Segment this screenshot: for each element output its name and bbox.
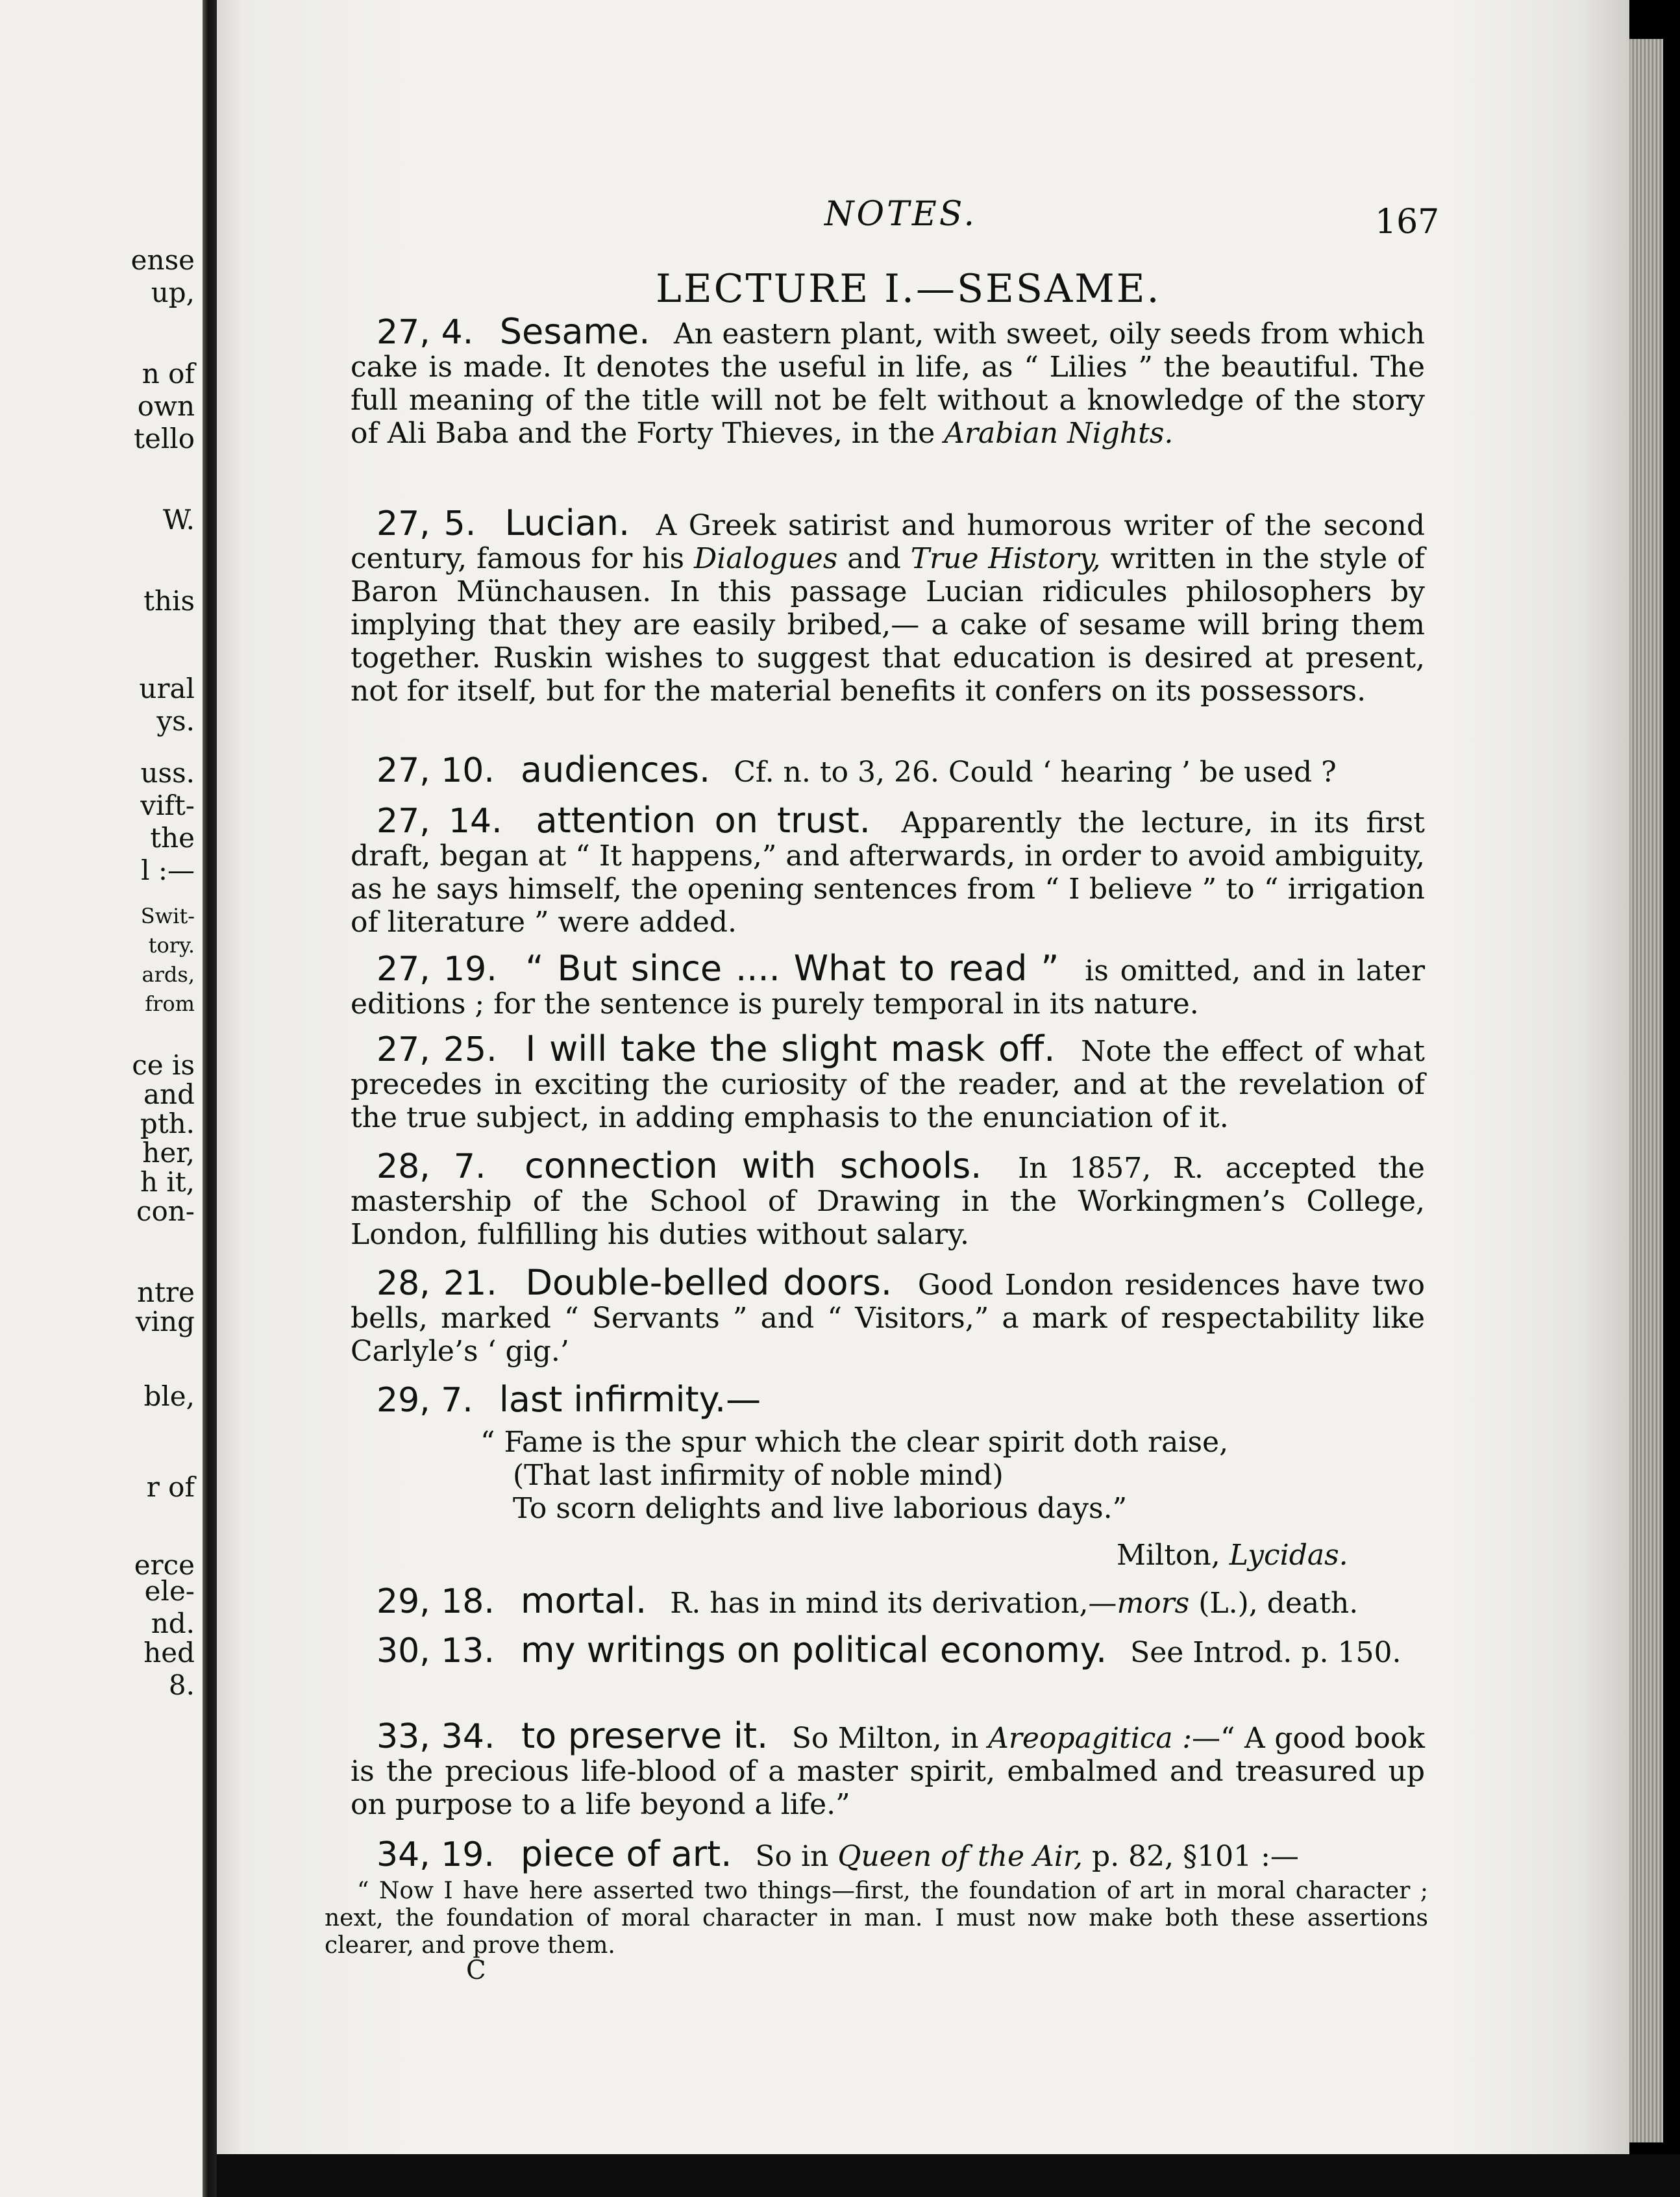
signature-mark: C bbox=[466, 1955, 486, 1985]
note-ref: 30, 13. bbox=[377, 1632, 495, 1670]
note-entry bbox=[351, 948, 1425, 1021]
facing-page-fragment: erce bbox=[134, 1549, 195, 1581]
note-body: So Milton, in bbox=[791, 1722, 989, 1755]
note-body: An eastern plant, with sweet, oily seeds from which cake is made. It denotes the useful in life, as “ Lilies ” the beautiful. The full meaning of the title will not be felt without a knowledge of the story of Ali Baba and the Forty Thieves, in the bbox=[351, 317, 1425, 450]
facing-page-fragment: pth. bbox=[140, 1108, 195, 1139]
note-ref: 27, 19. bbox=[377, 950, 497, 989]
note-body: R. has in mind its derivation,— bbox=[670, 1587, 1117, 1620]
facing-page-fragment: her, bbox=[142, 1137, 195, 1169]
facing-page-fragment: r of bbox=[146, 1471, 195, 1503]
note-ref: 27, 14. bbox=[377, 802, 502, 841]
note-body: Good London residences have two bells, marked “ Servants ” and “ Visitors,” a mark of respectability like Carlyle’s ‘ gig.’ bbox=[351, 1269, 1425, 1368]
note-ref: 27, 25. bbox=[377, 1030, 497, 1069]
facing-page-fragment: ble, bbox=[143, 1380, 195, 1412]
note-body: See Introd. p. 150. bbox=[1130, 1636, 1402, 1669]
note-body: Apparently the lecture, in its first draft, began at “ It happens,” and afterwards, in order to avoid ambiguity, as he says himself, the opening sentences from “ I believe ” to “ irrigation of literature ” were added. bbox=[351, 806, 1425, 939]
note-body: and bbox=[837, 542, 911, 575]
note-ref: 34, 19. bbox=[377, 1835, 495, 1874]
facing-page-fragment: tory. bbox=[148, 933, 195, 958]
note-body: written in the style of Baron Münchausen. In this passage Lucian ridicules philosophers by implying that they are easily bribed,— a cake of sesame will bring them together. Ruskin wishes to suggest that education is desired at present, not for itself, but for the material benefits it confers on its possessors. bbox=[351, 542, 1425, 708]
note-headword: to preserve it. bbox=[521, 1715, 769, 1756]
facing-page-fragment: ntre bbox=[137, 1276, 195, 1308]
note-headword: Double-belled doors. bbox=[525, 1262, 893, 1303]
page-number: 167 bbox=[1375, 203, 1440, 242]
note-body: Cf. n. to 3, 26. Could ‘ hearing ’ be used ? bbox=[734, 756, 1337, 789]
note-entry bbox=[351, 1028, 1425, 1134]
note-body: Note the effect of what precedes in exciting the curiosity of the reader, and at the revelation of the true subject, in adding emphasis to the enunciation of it. bbox=[351, 1035, 1425, 1134]
note-body: —“ A good book is the precious life-blood of a master spirit, embalmed and treasured up on purpose to a life beyond a life.” bbox=[351, 1722, 1425, 1821]
note-entry bbox=[351, 1630, 1425, 1670]
note-ref: 27, 10. bbox=[377, 751, 495, 790]
quote-line: “ Fame is the spur which the clear spirit doth raise, bbox=[480, 1426, 1229, 1459]
attribution-work: Lycidas. bbox=[1229, 1539, 1348, 1572]
facing-page-fragment: ys. bbox=[156, 705, 195, 737]
facing-page-fragment: ense bbox=[130, 244, 195, 276]
note-headword: audiences. bbox=[520, 749, 711, 790]
note-body: So in bbox=[755, 1840, 838, 1873]
note-body: is omitted, and in later editions ; for the sentence is purely temporal in its nature. bbox=[351, 954, 1425, 1021]
facing-page-fragment: n of bbox=[142, 358, 195, 390]
facing-page-fragment: l :— bbox=[141, 854, 195, 886]
facing-page-fragment: the bbox=[150, 822, 195, 854]
note-entry bbox=[351, 1580, 1425, 1621]
note-body: In 1857, R. accepted the mastership of the School of Drawing in the Workingmen’s College, London, fulfilling his duties without salary. bbox=[351, 1152, 1425, 1251]
facing-page-fragment: nd. bbox=[151, 1607, 195, 1639]
note-italic: Dialogues bbox=[694, 542, 838, 575]
note-italic: Queen of the Air, bbox=[837, 1840, 1083, 1873]
note-entry bbox=[351, 503, 1425, 708]
facing-page-fragment: hed bbox=[143, 1637, 195, 1669]
facing-page-fragment: W. bbox=[162, 504, 195, 536]
facing-page-fragment: ving bbox=[135, 1306, 195, 1337]
note-entry bbox=[351, 1833, 1425, 1874]
note-entry bbox=[351, 1262, 1425, 1368]
note-headword: connection with schools. bbox=[525, 1145, 982, 1186]
facing-page-fragment: tello bbox=[134, 423, 195, 454]
running-head: NOTES. bbox=[824, 195, 978, 234]
note-headword: piece of art. bbox=[520, 1833, 732, 1874]
note-body: (L.), death. bbox=[1189, 1587, 1359, 1620]
note-ref: 29, 7. bbox=[377, 1381, 473, 1420]
note-headword: attention on trust. bbox=[536, 800, 871, 841]
note-entry bbox=[351, 1379, 1425, 1420]
note-ref: 27, 4. bbox=[377, 313, 474, 352]
note-ref: 28, 21. bbox=[377, 1264, 497, 1303]
facing-page bbox=[0, 0, 203, 2197]
note-entry bbox=[351, 800, 1425, 939]
facing-page-fragment: vift- bbox=[140, 789, 195, 821]
facing-page-fragment: and bbox=[143, 1078, 195, 1110]
quote-attribution bbox=[1117, 1539, 1348, 1572]
facing-page-fragment: h it, bbox=[140, 1166, 195, 1198]
note-body: A Greek satirist and humorous writer of the second century, famous for his bbox=[351, 509, 1425, 575]
note-headword: mortal. bbox=[520, 1580, 647, 1621]
lecture-title: LECTURE I.—SESAME. bbox=[656, 266, 1161, 312]
note-entry bbox=[351, 749, 1425, 790]
note-italic: Areopagitica : bbox=[988, 1722, 1192, 1755]
note-ref: 33, 34. bbox=[377, 1717, 495, 1756]
page-edge bbox=[1629, 39, 1663, 2142]
facing-page-fragment: ce is bbox=[132, 1049, 195, 1081]
book-gutter bbox=[203, 0, 217, 2197]
note-ref: 29, 18. bbox=[377, 1582, 495, 1621]
facing-page-fragment: 8. bbox=[168, 1669, 195, 1701]
quote-line: (That last infirmity of noble mind) bbox=[513, 1459, 1004, 1492]
attribution-author: Milton, bbox=[1117, 1539, 1229, 1572]
note-italic: mors bbox=[1117, 1587, 1190, 1620]
facing-page-fragment: ards, bbox=[142, 962, 195, 987]
facing-page-fragment: ele- bbox=[144, 1575, 195, 1607]
facing-page-fragment: Swit- bbox=[140, 904, 195, 928]
note-headword: my writings on political economy. bbox=[520, 1630, 1107, 1670]
bottom-shadow bbox=[217, 2154, 1680, 2197]
facing-page-fragment: this bbox=[143, 585, 195, 617]
queen-quote: “ Now I have here asserted two things—first, the foundation of art in moral character ; next, the foundation of moral character in man. I must now make both these assertions clearer, and prove them. bbox=[325, 1878, 1428, 1959]
facing-page-fragment: own bbox=[137, 390, 195, 422]
note-body: p. 82, §101 :— bbox=[1083, 1840, 1299, 1873]
note-entry bbox=[351, 1715, 1425, 1821]
quote-line: To scorn delights and live laborious days.” bbox=[513, 1492, 1128, 1525]
note-italic: Arabian Nights. bbox=[944, 417, 1174, 450]
note-italic: True History, bbox=[910, 542, 1101, 575]
facing-page-fragment: up, bbox=[151, 277, 195, 308]
note-ref: 28, 7. bbox=[377, 1147, 486, 1186]
facing-page-fragment: ural bbox=[139, 673, 195, 704]
facing-page-fragment: uss. bbox=[140, 757, 195, 789]
facing-page-fragment: from bbox=[145, 991, 195, 1016]
note-ref: 27, 5. bbox=[377, 504, 476, 543]
milton-quote bbox=[480, 1426, 1389, 1525]
note-headword: “ But since .... What to read ” bbox=[525, 948, 1059, 989]
note-headword: I will take the slight mask off. bbox=[525, 1028, 1056, 1069]
note-headword: Sesame. bbox=[499, 311, 650, 352]
facing-page-fragment: con- bbox=[136, 1195, 195, 1227]
note-entry bbox=[351, 1145, 1425, 1251]
note-headword: last infirmity.— bbox=[499, 1379, 761, 1420]
note-entry bbox=[351, 311, 1425, 450]
note-headword: Lucian. bbox=[504, 503, 630, 543]
